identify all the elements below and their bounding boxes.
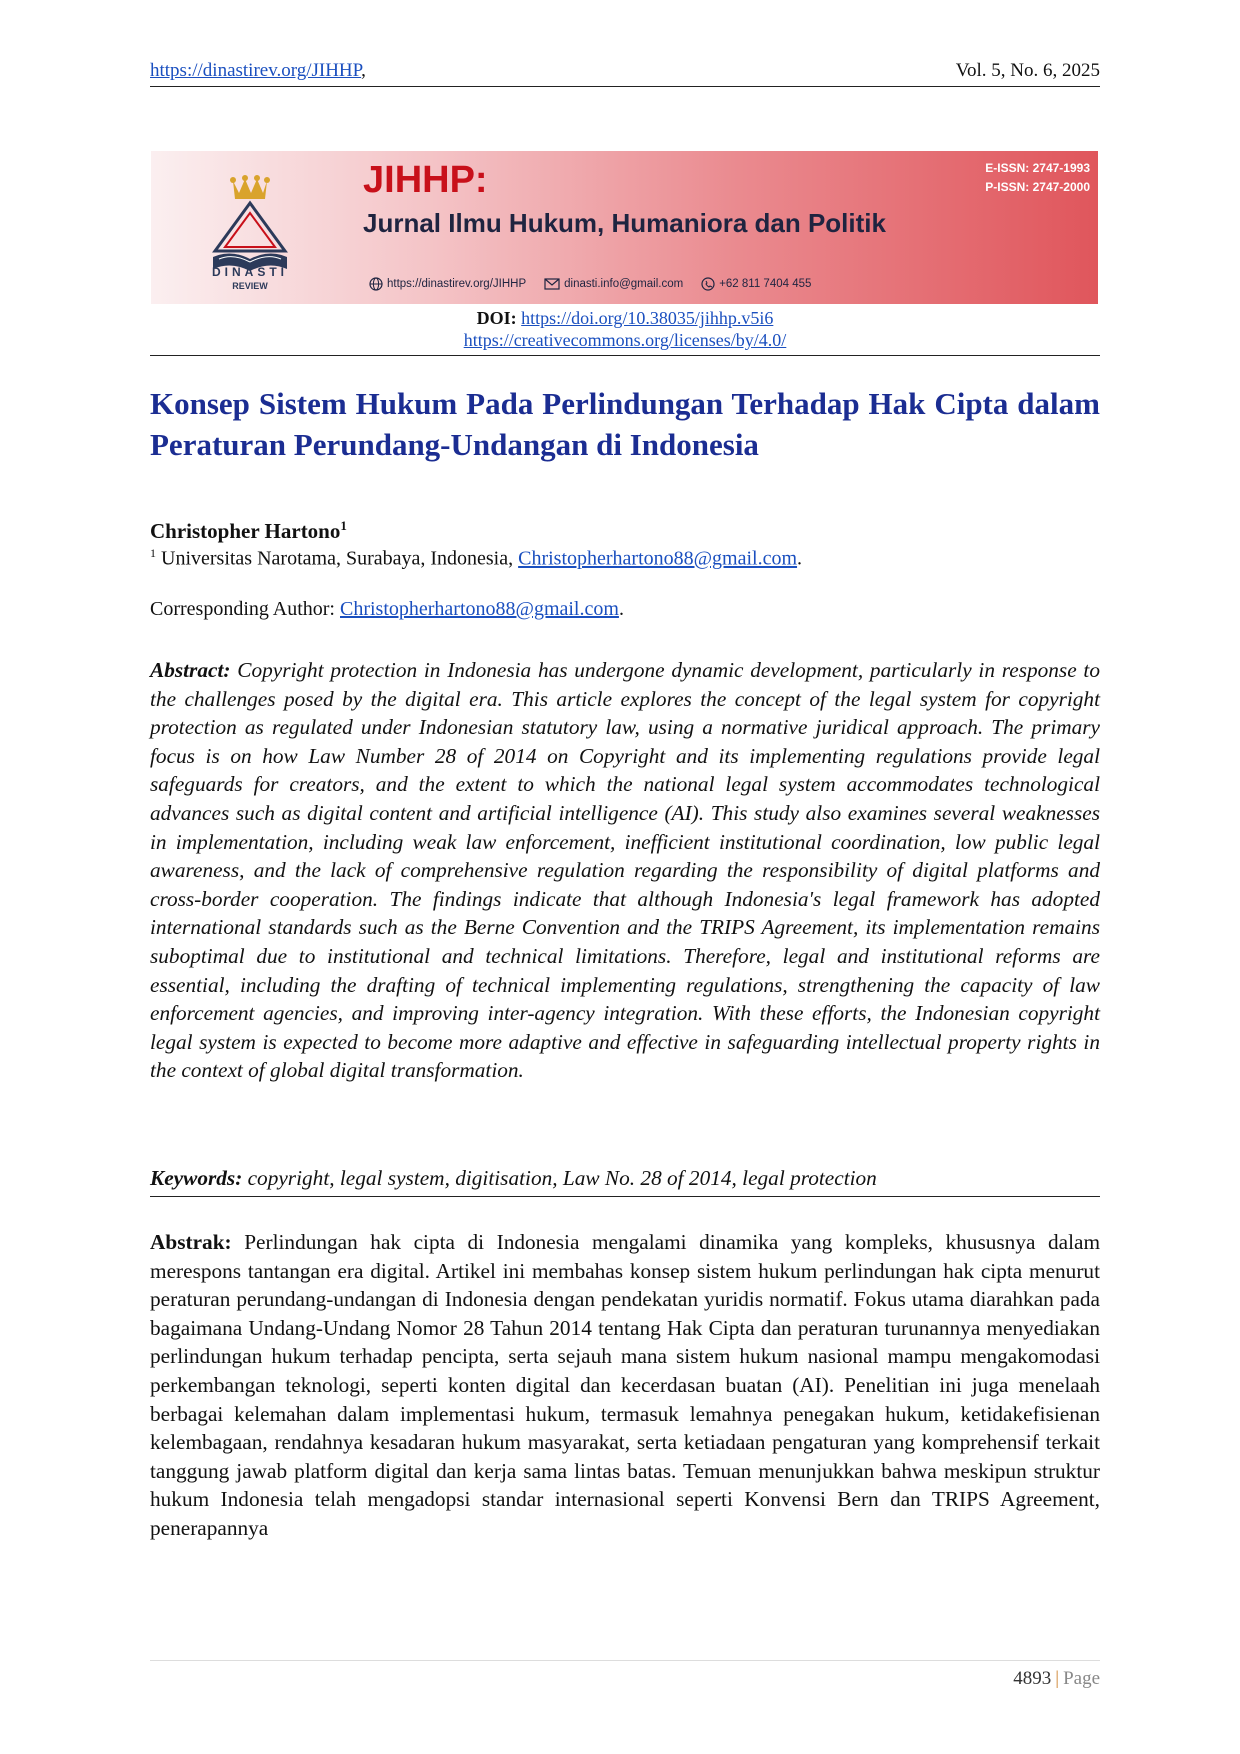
abstrak-paragraph: [150, 1228, 1100, 1543]
website-contact: [369, 277, 526, 291]
keywords-divider: [150, 1196, 1100, 1197]
phone-contact: [701, 277, 811, 291]
email-contact: [544, 278, 683, 290]
journal-url-line: [150, 60, 366, 82]
website-text: https://dinastirev.org/JIHHP: [387, 278, 527, 290]
affiliation-period: .: [797, 547, 803, 570]
banner-contacts: [369, 277, 829, 291]
page-label: Page: [1063, 1668, 1100, 1689]
globe-icon: [369, 277, 383, 291]
journal-name: Jurnal Ilmu Hukum, Humaniora dan Politik: [363, 208, 886, 238]
page-number: 4893: [1013, 1668, 1052, 1689]
abstract-text: Copyright protection in Indonesia has undergone dynamic development, particularly in response to the challenges posed by the digital era. This article explores the concept of the legal system for copyright protection as regulated under Indonesian statutory law, using a normative juridical approach. The primary focus is on how Law Number 28 of 2014 on Copyright and its implementing regulations provide legal safeguards for creators, and the extent to which the national legal system accommodates technological advances such as digital content and artificial intelligence (AI). This study also examines several weaknesses in implementation, including weak law enforcement, inefficient institutional coordination, low public legal awareness, and the lack of comprehensive regulation regarding the responsibility of digital platforms and cross-border cooperation. The findings indicate that although Indonesia's legal framework has adopted international standards such as the Berne Convention and the TRIPS Agreement, its implementation remains suboptimal due to institutional and technical limitations. Therefore, legal and institutional reforms are essential, including the drafting of technical implementing regulations, strengthening the capacity of law enforcement agencies, and improving inter-agency integration. With these efforts, the Indonesian copyright legal system is expected to become more adaptive and effective in safeguarding intellectual property rights in the context of global digital transformation.: [150, 658, 1100, 1083]
running-header: [150, 60, 1100, 87]
affiliation-text: Universitas Narotama, Surabaya, Indonesia,: [161, 547, 519, 570]
corresponding-period: .: [618, 598, 624, 620]
issn-block: [985, 159, 1090, 197]
author-email-link[interactable]: Christopherhartono88@gmail.com: [518, 547, 798, 570]
doi-label: DOI:: [476, 308, 517, 328]
affiliation-superscript: 1: [150, 546, 156, 560]
doi-link[interactable]: https://doi.org/10.38035/jihhp.v5i6: [521, 308, 774, 328]
volume-info: Vol. 5, No. 6, 2025: [955, 60, 1100, 81]
affiliation-line: [150, 546, 802, 571]
journal-url-comma: ,: [361, 60, 366, 81]
journal-code: JIHHP:: [363, 159, 488, 201]
whatsapp-icon: [701, 277, 715, 291]
license-link[interactable]: https://creativecommons.org/licenses/by/4.0/: [463, 330, 787, 350]
pissn: P-ISSN: 2747-2000: [985, 180, 1090, 194]
corresponding-author: [150, 598, 624, 621]
page-footer: [1013, 1668, 1100, 1690]
logo-word: DINASTI: [212, 265, 288, 279]
author-name: Christopher Hartono: [150, 519, 341, 543]
abstrak-label: Abstrak:: [150, 1230, 232, 1254]
email-text: dinasti.info@gmail.com: [564, 278, 684, 290]
journal-banner: [151, 151, 1098, 304]
abstract-paragraph: [150, 656, 1100, 1085]
corresponding-label: Corresponding Author:: [150, 598, 340, 620]
keywords-label: Keywords:: [150, 1166, 243, 1190]
eissn: E-ISSN: 2747-1993: [985, 161, 1090, 175]
footer-divider: [150, 1660, 1100, 1661]
mail-icon: [544, 278, 560, 290]
footer-separator: |: [1055, 1668, 1060, 1689]
author-name-line: [150, 518, 347, 544]
author-superscript: 1: [340, 518, 347, 533]
abstract-label: Abstract:: [150, 658, 231, 682]
logo-subword: REVIEW: [232, 281, 268, 291]
abstrak-text: Perlindungan hak cipta di Indonesia mengalami dinamika yang kompleks, khususnya dalam merespons tantangan era digital. Artikel ini membahas konsep sistem hukum perlindungan hak cipta menurut peraturan perundang-undangan di Indonesia dengan pendekatan yuridis normatif. Fokus utama diarahkan pada bagaimana Undang-Undang Nomor 28 Tahun 2014 tentang Hak Cipta dan peraturan turunannya menyediakan perlindungan hukum terhadap pencipta, serta sejauh mana sistem hukum nasional mampu mengakomodasi perkembangan teknologi, seperti konten digital dan kecerdasan buatan (AI). Penelitian ini juga menelaah berbagai kelemahan dalam implementasi hukum, termasuk lemahnya penegakan hukum, ketidakefisienan kelembagaan, rendahnya kesadaran hukum masyarakat, serta ketiadaan pengaturan yang komprehensif terkait tanggung jawab platform digital dan kerja sama lintas batas. Temuan menunjukkan bahwa meskipun struktur hukum Indonesia telah mengadopsi standar internasional seperti Konvensi Bern dan TRIPS Agreement, penerapannya: [150, 1230, 1101, 1540]
phone-text: +62 811 7404 455: [719, 278, 812, 290]
corresponding-email-link[interactable]: Christopherhartono88@gmail.com: [340, 598, 619, 620]
keywords-line: [150, 1166, 877, 1191]
doi-block: [150, 307, 1100, 351]
journal-url-link[interactable]: https://dinastirev.org/JIHHP: [150, 60, 362, 81]
paper-title: Konsep Sistem Hukum Pada Perlindungan Terhadap Hak Cipta dalam Peraturan Perundang-Undangan di Indonesia: [150, 386, 1100, 462]
keywords-text: copyright, legal system, digitisation, Law No. 28 of 2014, legal protection: [247, 1166, 877, 1190]
header-divider: [150, 355, 1100, 356]
